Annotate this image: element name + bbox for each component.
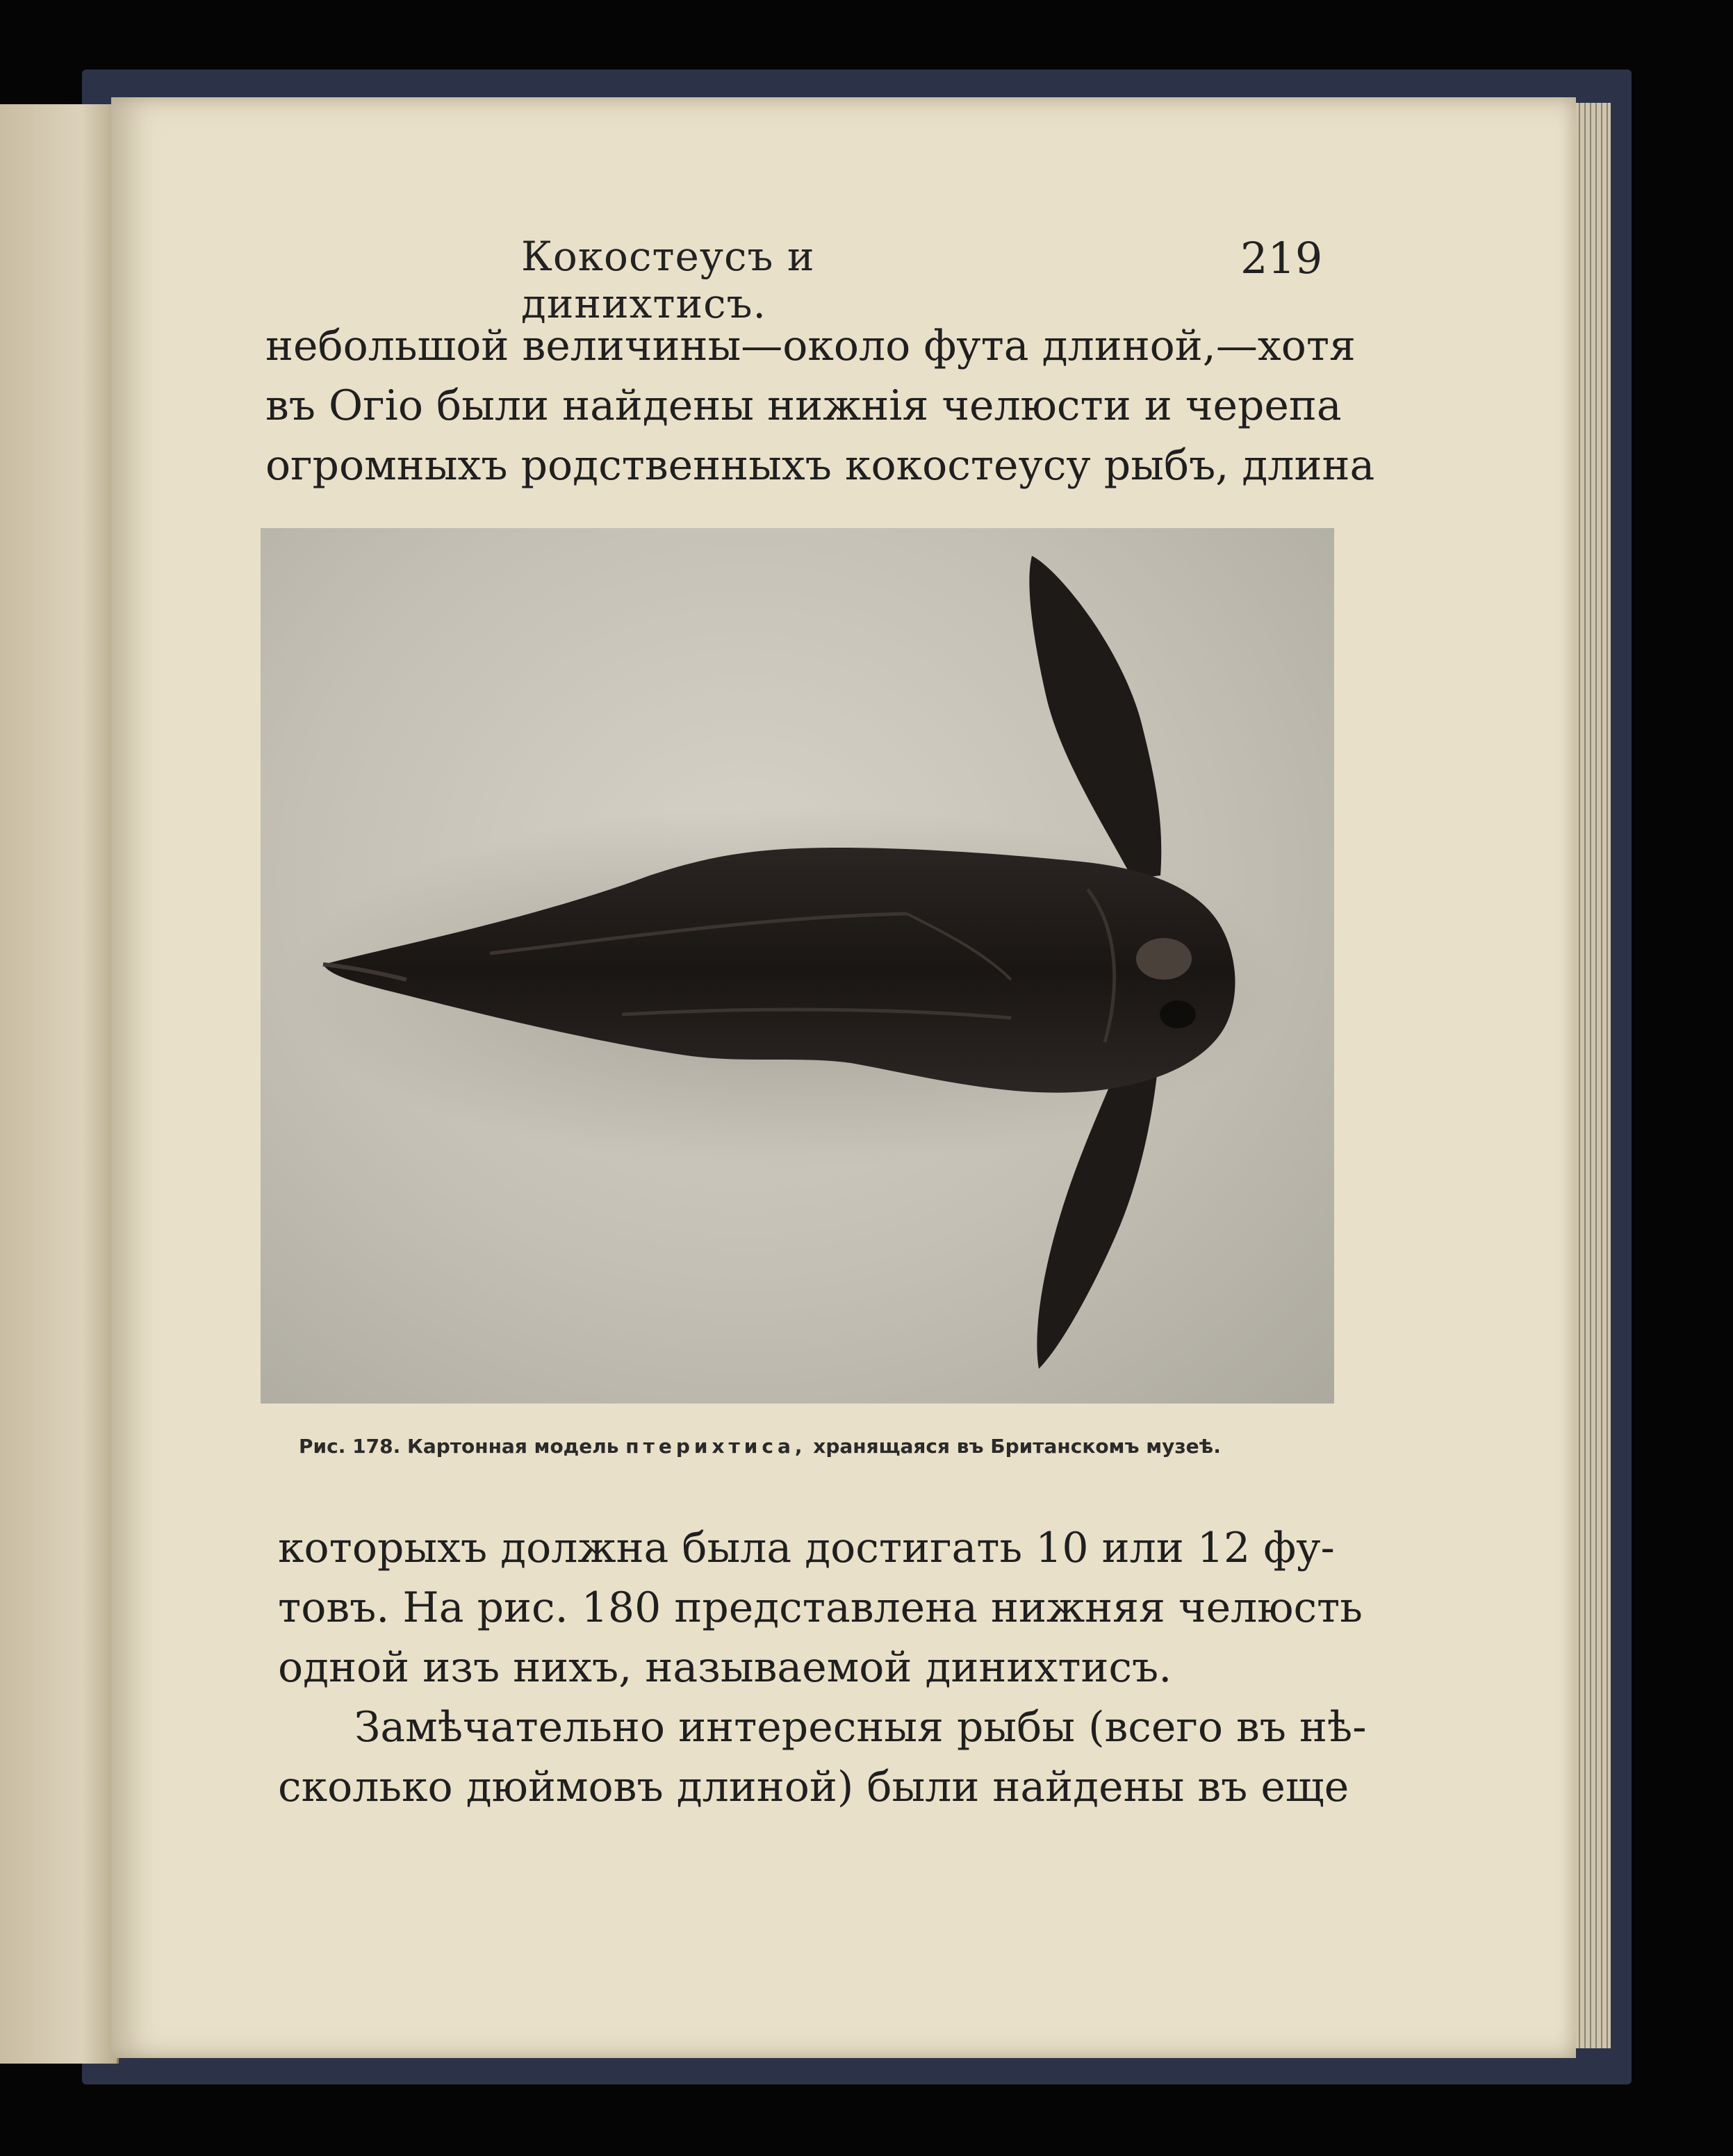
eye: [1160, 1001, 1196, 1028]
text-line: огромныхъ родственныхъ кокостеусу рыбъ, длина: [265, 441, 1375, 490]
text-line: небольшой величины—около фута длиной,—хотя: [265, 322, 1356, 370]
text-line: одной изъ нихъ, называемой динихтисъ.: [278, 1643, 1172, 1692]
caption-prefix: Рис. 178. Картонная модель: [299, 1435, 619, 1458]
page-number: 219: [1240, 233, 1323, 283]
caption-species: птерихтиса,: [625, 1435, 807, 1458]
paragraph-top: [265, 316, 1375, 495]
upper-fin: [1029, 556, 1161, 879]
figure-photo: [261, 528, 1334, 1404]
figure-caption: [299, 1435, 1306, 1458]
text-line: въ Огіо были найдены нижнія челюсти и черепа: [265, 381, 1342, 430]
pterichthys-model-illustration: [261, 528, 1334, 1404]
text-line: товъ. На рис. 180 представлена нижняя челюсть: [278, 1583, 1363, 1632]
text-line: Замѣчательно интересныя рыбы (всего въ нѣ-: [354, 1703, 1367, 1752]
eye-plate: [1136, 938, 1192, 980]
text-line: которыхъ должна была достигать 10 или 12 фу-: [278, 1524, 1335, 1572]
text-line: сколько дюймовъ длиной) были найдены въ еще: [278, 1763, 1349, 1811]
left-page-edge: [0, 104, 119, 2064]
caption-suffix: хранящаяся въ Британскомъ музеѣ.: [813, 1435, 1221, 1458]
paragraph-bottom: [278, 1518, 1367, 1817]
running-title: Кокостеусъ и динихтисъ.: [521, 233, 815, 327]
